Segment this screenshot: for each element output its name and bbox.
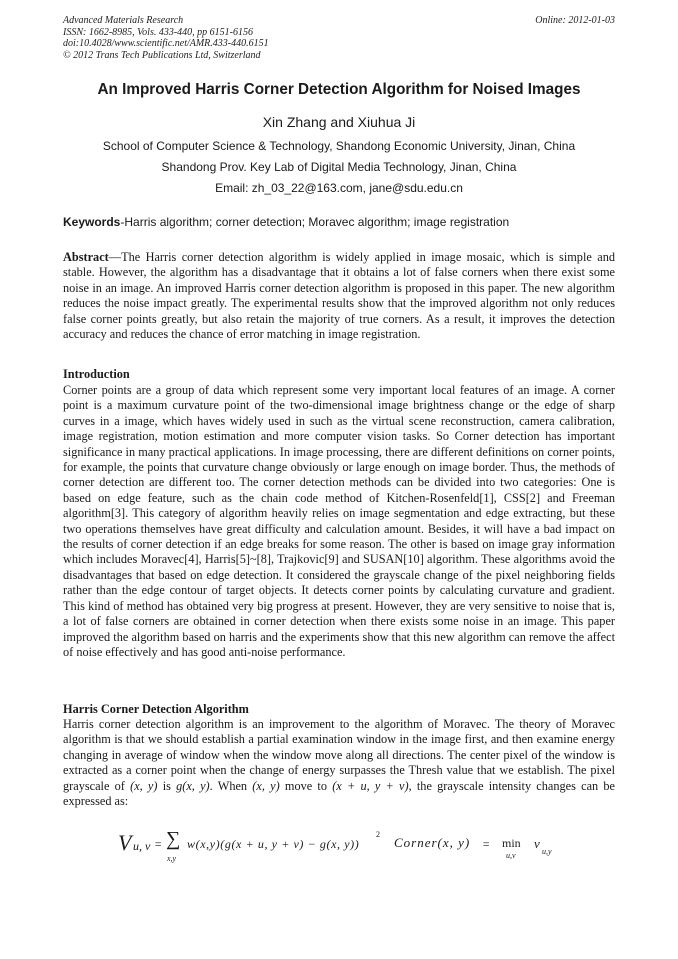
eq-v-symbol-2: v <box>534 836 540 851</box>
math-xuyv: (x + u, y + v) <box>332 778 409 793</box>
equation-block <box>110 826 570 874</box>
harris-text-tail: , the grayscale intensity changes can be expressed as: <box>63 778 615 809</box>
section-heading-harris: Harris Corner Detection Algorithm <box>63 702 249 716</box>
keywords-text: -Harris algorithm; corner detection; Moravec algorithm; image registration <box>120 215 510 229</box>
eq-equals-1: = <box>154 837 163 851</box>
journal-doi[interactable]: doi:10.4028/www.scientific.net/AMR.433-440.6151 <box>63 38 269 49</box>
journal-issn: ISSN: 1662-8985, Vols. 433-440, pp 6151-6156 <box>63 26 253 38</box>
abstract-text: —The Harris corner detection algorithm is widely applied in image mosaic, which is simple and stable. However, the algorithm has a disadvantage that it obtains a lot of false corners when there exist some noise in an image. An improved Harris corner detection algorithm is proposed in this paper. The new algorithm reduces the noise impact greatly. The experimental results show that the improved algorithm not only reduces false corner points greatly, but also retain the majority of true corners. As a result, it improves the detection accuracy and reduces the chance of error matching in image registration. <box>63 250 615 342</box>
journal-name: Advanced Materials Research <box>63 15 184 26</box>
introduction-body: Corner points are a group of data which represent some very important local features of an image. A corner point is a maximum curvature point of the two-dimensional image brightness change or the edge of sharp curves in a image, which haves widely used in such as the virtual scene reconstruction, camera calibration, image registration, motion estimation and more computer vision tasks. So Corner detection has important significance in many practical applications. In image processing, there are different definitions on corner points, for example, the points that curvature change obviously or large enough on image border. Thus, the methods of corner detection are different too. The corner detection methods can be divided into two categories: One is based on edge feature, such as the chain code method of Kitchen-Rosenfeld[1], CSS[2] and Freeman algorithm[3]. This category of algorithm heavily relies on image segmentation and edge extracting, but these two operations themselves have great difficulty and calculation amount. Besides, it will have a bad impact on the results of corner detection if an edge breaks for some reason. The other is based on image gray information which includes Moravec[4], Harris[5]~[8], Trajkovic[9] and SUSAN[10] algorithm. These algorithms avoid the disadvantages that based on edge detection. It considered the grayscale change of the pixel neighboring fields rather than the edge contour of target objects. It detects corner points by calculating curvature and gradient. This kind of method has obtained very big progress at present. However, they are very sensitive to noise that is, a lot of false corners are obtained in corner detection when there exists some noise in an image. This paper improved the algorithm based on harris and the experiments show that this new algorithm can remove the affect of noise effectively and has good anti-noise performance. <box>63 383 615 659</box>
journal-copyright: © 2012 Trans Tech Publications Ltd, Switzerland <box>63 49 261 61</box>
math-xy-2: (x, y) <box>252 778 280 793</box>
harris-text-1: Harris corner detection algorithm is an improvement to the algorithm of Moravec. The theory of Moravec algorithm is that we should establish a partial examination window in the image first, and then examine energy changing in average of window when the window move along all directions. The center pixel of the window is extracted as a corner point when the change of energy surpasses the Thresh value that we establish. The pixel grayscale of <box>63 717 615 793</box>
math-xy-1: (x, y) <box>130 778 158 793</box>
journal-header <box>63 15 269 61</box>
abstract-label: Abstract <box>63 250 109 264</box>
author-emails[interactable]: Email: zh_03_22@163.com, jane@sdu.edu.cn <box>215 181 463 195</box>
eq-v-subscript-2: u,y <box>542 847 552 856</box>
keywords <box>63 215 623 229</box>
eq-v-symbol: V <box>118 830 132 855</box>
eq-v-subscript: u, v <box>133 839 151 853</box>
paper-authors: Xin Zhang and Xiuhua Ji <box>262 114 416 130</box>
eq-min-index: u,v <box>506 851 516 860</box>
abstract <box>63 250 615 342</box>
affiliation-2: Shandong Prov. Key Lab of Digital Media Technology, Jinan, China <box>161 160 517 174</box>
section-heading-introduction: Introduction <box>63 367 130 381</box>
harris-body <box>63 717 615 809</box>
eq-sum-symbol: ∑ <box>166 828 181 850</box>
harris-text-is: is <box>157 778 177 793</box>
eq-equals-2: = <box>482 837 491 851</box>
paper-title: An Improved Harris Corner Detection Algorithm for Noised Images <box>97 81 581 98</box>
eq-sum-index: x,y <box>167 854 177 863</box>
math-gxy: g(x, y) <box>176 778 210 793</box>
eq-sum-body: w(x,y)(g(x + u, y + v) − g(x, y)) <box>187 837 360 851</box>
online-date: Online: 2012-01-03 <box>535 15 615 26</box>
harris-text-move: move to <box>279 778 333 793</box>
affiliation-1: School of Computer Science & Technology, Shandong Economic University, Jinan, China <box>102 139 576 153</box>
harris-text-when: . When <box>209 778 253 793</box>
eq-corner-lhs: Corner(x, y) <box>394 835 471 850</box>
eq-power: 2 <box>376 830 380 839</box>
eq-min-operator: min <box>502 836 521 850</box>
keywords-label: Keywords <box>63 215 121 229</box>
